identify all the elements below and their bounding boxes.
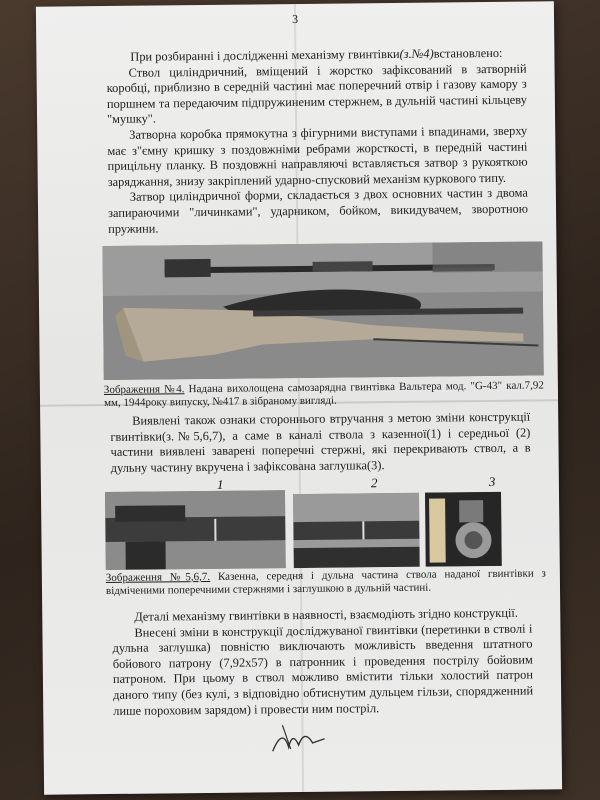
- marker-middle: 2: [370, 475, 378, 491]
- breech-photo: [105, 490, 286, 570]
- muzzle-plug-illustration: [425, 492, 502, 567]
- handwritten-signature: [268, 719, 328, 760]
- middle-barrel-illustration: [293, 493, 420, 568]
- rifle-illustration: [102, 241, 543, 380]
- paragraph-bolt: Затвор циліндричної форми, складається з двох основних частин з двома запираючими "личинками", ударником, бойком, викидувачем, зворотною пружини.: [107, 185, 529, 236]
- intro-text-end: встановлено:: [433, 45, 503, 61]
- section-mechanism-description: [106, 46, 528, 238]
- rifle-photo: [102, 241, 543, 380]
- paragraph-barrel: Ствол циліндричний, вміщений і жорстко зафіксований в затворній коробці, приблизно в середній частині має поперечний отвір і газову камору з поршнем та передаючим підпружиненим стержнем, в дульній частині кільцеву "мушку".: [106, 61, 527, 127]
- figure567-label: Зображення №5,6,7.: [105, 570, 211, 585]
- figure4-caption-text: Надана вихолощена самозарядна гвинтівка Вальтера мод. "G-43" кал.7,92 мм, 1944року випуску, №417 в зібраному вигляді.: [103, 379, 544, 410]
- paragraph-conclusion: Внесені зміни в конструкції досліджуваної гвинтівки (перетинки в стволі і дульна заглушка) повністю виключають можливість введення штатного бойового патрону (7,92х57) в патронник і проведення пострілу бойовим патроном. При цьому в ствол можливо вмістити тільки холостий патрон даного типу (без кулі, з відповідно обтиснутим дульцем гільзи, спорядженний лише пороховим зарядом) і провести ним постріл.: [112, 621, 534, 718]
- paragraph-mechanism-works: Деталі механізму гвинтівки в наявності, взаємодіють згідно конструкції.: [134, 605, 518, 624]
- breech-illustration: [105, 490, 286, 570]
- intro-figure-ref: (з.№4): [399, 46, 434, 61]
- paragraph-receiver: Затворна коробка прямокутна з фігурними виступами і впадинами, зверху має з"ємну кришку з поздовжніми ребрами жорсткості, в передній частині прицільну планку. В поздовжні направляючі вставляється затвор з рукояткою заряджання, знизу закріплений ударно-спусковий механізм куркового типу.: [107, 123, 528, 189]
- figure567-caption: [106, 567, 546, 598]
- paragraph-interference: Виявлені також ознаки стороннього втручання з метою зміни конструкції гвинтівки(з.№5,6,7), а саме в каналі ствола з казенної(1) і середньої (2) частини виявлені заварені поперечні стержні, які перекривають ствол, а в дульну частину вкручена і зафіксована заглушка(3).: [110, 409, 531, 475]
- document-page: [36, 1, 562, 794]
- muzzle-plug-photo: [425, 492, 502, 567]
- figure4-caption: [104, 379, 544, 410]
- marker-breech: 1: [216, 476, 224, 492]
- marker-muzzle: 3: [488, 473, 496, 490]
- intro-text: При розбиранні і дослідженні механізму гвинтівки: [130, 46, 400, 64]
- figure4-label: Зображення №4.: [103, 383, 185, 397]
- section-interference: [110, 410, 531, 477]
- middle-barrel-photo: [293, 493, 420, 568]
- section-conclusion: [112, 606, 533, 720]
- figure567-caption-text: Казенна, середня і дульна частина ствола наданої гвинтівки з відміченими поперечними стержнями і заглушкою в дульній частині.: [105, 567, 546, 598]
- page-number: 3: [291, 11, 299, 27]
